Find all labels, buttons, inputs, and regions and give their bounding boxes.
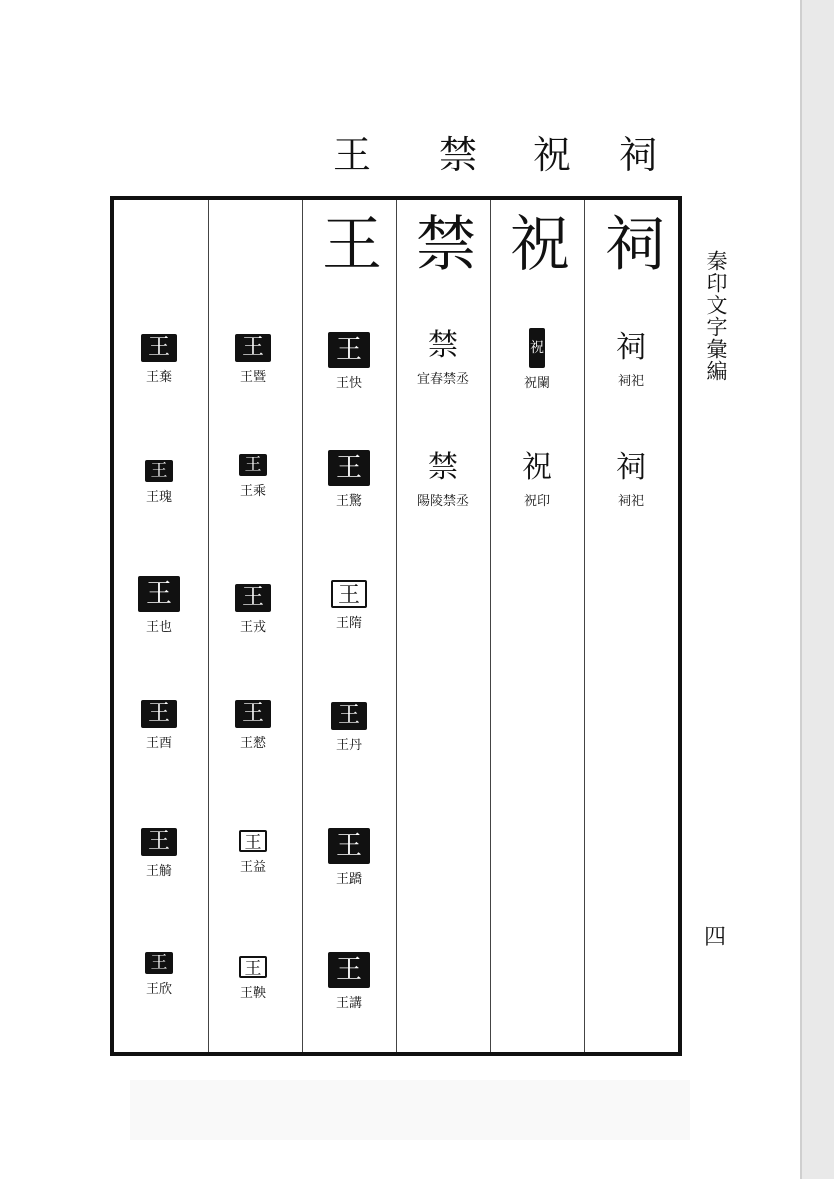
seal-entry — [208, 334, 298, 386]
seal-impression: 祝 — [522, 450, 552, 485]
seal-entry — [398, 450, 488, 510]
seal-caption: 王益 — [239, 860, 266, 875]
seal-caption: 祝闌 — [523, 376, 550, 391]
seal-impression: 王 — [331, 702, 367, 730]
page-edge — [802, 0, 834, 1179]
column-head-zhu: 祝 — [510, 210, 570, 280]
seal-entry — [304, 450, 394, 510]
seal-impression: 王 — [239, 830, 267, 852]
seal-caption: 王快 — [335, 376, 362, 391]
seal-impression: 王 — [328, 828, 370, 864]
seal-impression: 禁 — [428, 450, 458, 485]
seal-entry — [114, 460, 204, 506]
seal-caption: 宜春禁丞 — [416, 372, 469, 387]
scan-shadow — [130, 1080, 690, 1140]
seal-caption: 王欣 — [145, 982, 172, 997]
seal-entry — [398, 328, 488, 388]
seal-entry — [208, 454, 298, 500]
header-characters — [0, 130, 800, 180]
seal-caption: 祠祀 — [617, 374, 644, 389]
seal-impression: 祠 — [616, 330, 646, 365]
seal-caption: 王隋 — [335, 616, 362, 631]
header-char-ci: 祠 — [618, 133, 657, 177]
seal-caption: 王乘 — [239, 484, 266, 499]
seal-impression: 王 — [328, 450, 370, 486]
seal-caption: 王憖 — [239, 736, 266, 751]
seal-entry — [586, 450, 676, 510]
seal-caption: 王瑰 — [145, 490, 172, 505]
seal-impression: 王 — [141, 828, 177, 856]
seal-caption: 王鞅 — [239, 986, 266, 1001]
seal-entry — [304, 332, 394, 392]
seal-impression: 祠 — [616, 450, 646, 485]
seal-impression: 禁 — [428, 328, 458, 363]
seal-caption: 王蹻 — [335, 872, 362, 887]
seal-entry — [114, 334, 204, 386]
seal-entry — [492, 328, 582, 392]
book-title: 秦印文字彙編 — [704, 250, 728, 382]
seal-impression: 王 — [141, 700, 177, 728]
seal-impression: 王 — [235, 700, 271, 728]
column-divider — [396, 200, 397, 1052]
header-char-wang: 王 — [332, 133, 371, 177]
seal-caption: 王戎 — [239, 620, 266, 635]
column-head-ci: 祠 — [605, 210, 665, 280]
seal-entry — [304, 828, 394, 888]
seal-entry — [208, 956, 298, 1002]
seal-entry — [114, 952, 204, 998]
seal-impression: 王 — [145, 460, 173, 482]
seal-caption: 陽陵禁丞 — [416, 494, 469, 509]
page-number: 四 — [703, 925, 726, 950]
seal-entry — [304, 952, 394, 1012]
seal-entry — [304, 580, 394, 632]
seal-entry — [114, 828, 204, 880]
seal-caption: 祝印 — [523, 494, 550, 509]
seal-entry — [304, 702, 394, 754]
seal-caption: 祠祀 — [617, 494, 644, 509]
seal-caption: 王驚 — [335, 494, 362, 509]
seal-impression: 王 — [235, 334, 271, 362]
seal-impression: 祝 — [529, 328, 545, 368]
seal-impression: 王 — [138, 576, 180, 612]
seal-impression: 王 — [328, 952, 370, 988]
seal-entry — [208, 830, 298, 876]
seal-entry — [492, 450, 582, 510]
column-divider — [584, 200, 585, 1052]
header-char-jin: 禁 — [438, 133, 477, 177]
header-char-zhu: 祝 — [532, 133, 571, 177]
seal-entry — [208, 700, 298, 752]
seal-caption: 王棄 — [145, 370, 172, 385]
column-head-wang: 王 — [322, 210, 382, 280]
seal-impression: 王 — [239, 454, 267, 476]
column-divider — [490, 200, 491, 1052]
seal-caption: 王觭 — [145, 864, 172, 879]
seal-impression: 王 — [145, 952, 173, 974]
seal-entry — [114, 700, 204, 752]
seal-caption: 王丹 — [335, 738, 362, 753]
seal-caption: 王講 — [335, 996, 362, 1011]
seal-caption: 王暨 — [239, 370, 266, 385]
seal-entry — [208, 584, 298, 636]
column-divider — [302, 200, 303, 1052]
seal-impression: 王 — [331, 580, 367, 608]
seal-caption: 王也 — [145, 620, 172, 635]
seal-entry — [586, 330, 676, 390]
character-table-frame — [110, 196, 682, 1056]
seal-caption: 王酉 — [145, 736, 172, 751]
column-head-jin: 禁 — [416, 210, 476, 280]
seal-impression: 王 — [239, 956, 267, 978]
seal-impression: 王 — [328, 332, 370, 368]
seal-entry — [114, 576, 204, 636]
seal-impression: 王 — [141, 334, 177, 362]
seal-impression: 王 — [235, 584, 271, 612]
